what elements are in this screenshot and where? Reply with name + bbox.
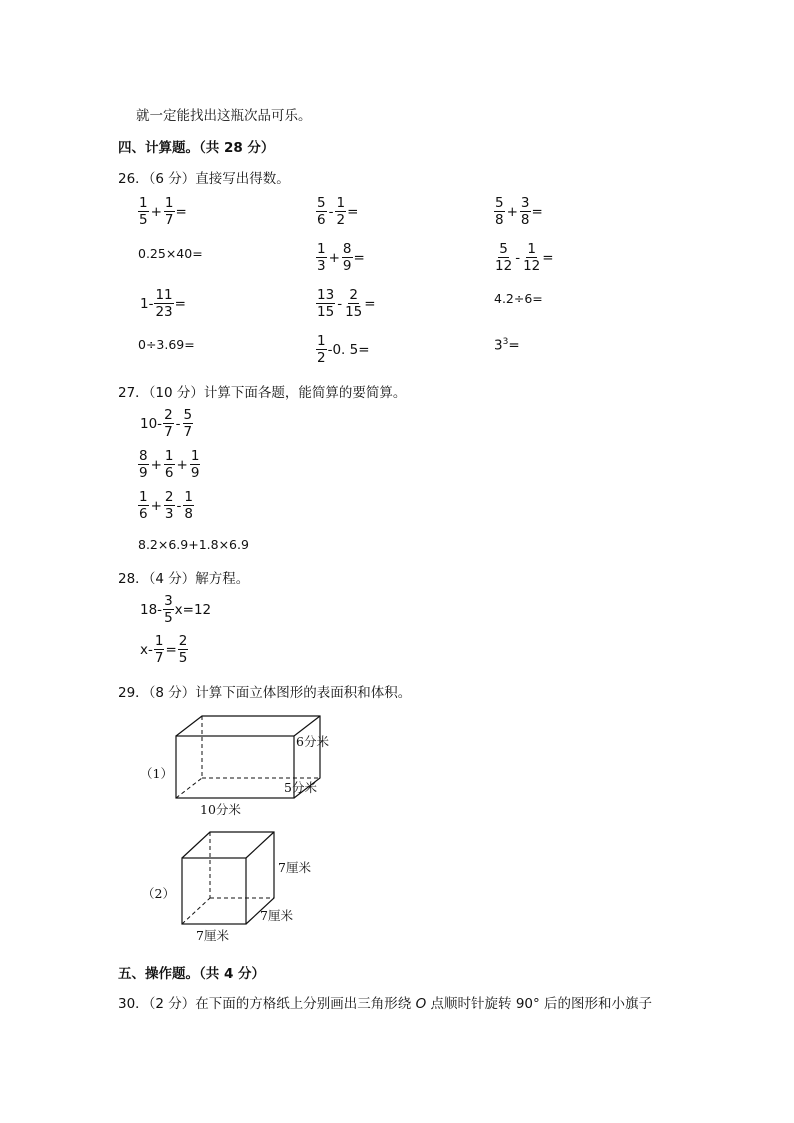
q26-r4c3: $3^3=$ <box>494 337 520 354</box>
q26-r3c1: 1- $\frac{11}{23}$ = <box>140 287 186 321</box>
q26-r1c3: $\frac{5}{8}$ + $\frac{3}{8}$ = <box>495 195 543 229</box>
q26-r3c2: $\frac{13}{15}$ - $\frac{2}{15}$ = <box>317 287 376 321</box>
q27-expr-2: $\frac{8}{9}$ + $\frac{1}{6}$ + $\frac{1}{9}$ <box>139 448 200 482</box>
continuation-text: 就一定能找出这瓶次品可乐。 <box>136 108 312 124</box>
q28-equation-1: 18- $\frac{3}{5}$ x=12 <box>140 593 212 627</box>
q26-r2c1: 0.25×40= <box>138 246 203 261</box>
q26-r1c2: $\frac{5}{6}$ - $\frac{1}{2}$ = <box>317 195 359 229</box>
q26-r1c1: $\frac{1}{5}$ + $\frac{1}{7}$ = <box>139 195 187 229</box>
q28-equation-2: x- $\frac{1}{7}$ = $\frac{2}{5}$ <box>140 633 188 667</box>
q27-expr-3: $\frac{1}{6}$ + $\frac{2}{3}$ - $\frac{1}{8}$ <box>139 489 193 523</box>
question-29: 29．（8 分）计算下面立体图形的表面积和体积。 <box>118 685 412 701</box>
section-4-heading: 四、计算题。（共 28 分） <box>118 140 275 156</box>
figure-2-label: （2） <box>142 886 175 901</box>
figure-2-height-label: 7厘米 <box>278 860 311 875</box>
figure-1-label: （1） <box>140 766 173 781</box>
figure-1-height-label: 6分米 <box>296 734 329 749</box>
q27-expr-1: 10- $\frac{2}{7}$ - $\frac{5}{7}$ <box>140 407 193 441</box>
figure-2-length-label: 7厘米 <box>196 928 229 943</box>
question-27: 27．（10 分）计算下面各题，能简算的要简算。 <box>118 385 407 401</box>
q26-r4c2: $\frac{1}{2}$ -0. 5= <box>317 333 370 367</box>
q26-r2c3: $\frac{5}{12}$ - $\frac{1}{12}$ = <box>495 241 554 275</box>
figure-2-width-label: 7厘米 <box>260 908 293 923</box>
q26-r4c1: 0÷3.69= <box>138 337 195 352</box>
section-5-heading: 五、操作题。（共 4 分） <box>118 966 266 982</box>
cuboid-figure <box>138 706 338 824</box>
q27-expr-4: 8.2×6.9+1.8×6.9 <box>138 537 249 552</box>
figure-1-length-label: 10分米 <box>200 802 241 817</box>
figure-1-width-label: 5分米 <box>284 780 317 795</box>
q26-r3c3: 4.2÷6= <box>494 291 543 306</box>
question-26: 26．（6 分）直接写出得数。 <box>118 171 290 187</box>
cube-figure <box>140 826 330 948</box>
question-30: 30．（2 分）在下面的方格纸上分别画出三角形绕 O 点顺时针旋转 90° 后的图形和小旗子 <box>118 996 653 1012</box>
q26-r2c2: $\frac{1}{3}$ + $\frac{8}{9}$ = <box>317 241 365 275</box>
question-28: 28．（4 分）解方程。 <box>118 571 250 587</box>
